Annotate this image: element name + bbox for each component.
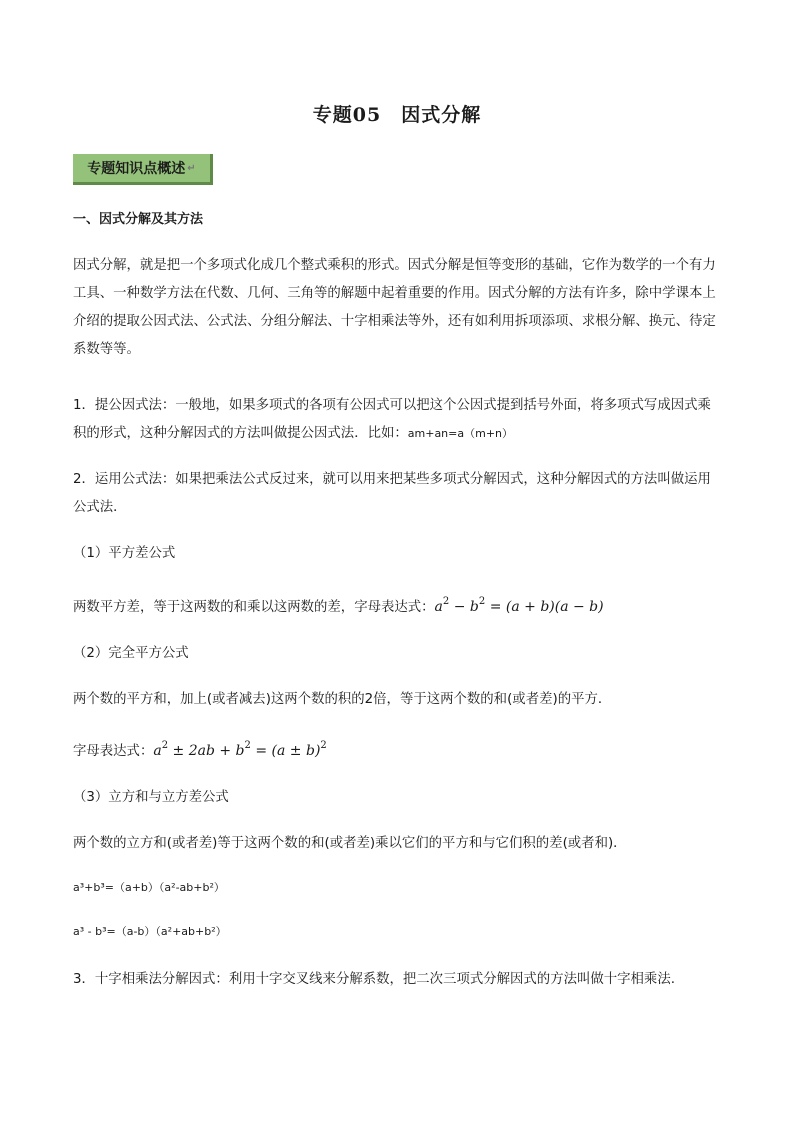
badge-label: 专题知识点概述 <box>87 161 186 177</box>
perfect-square-label: 字母表达式： <box>73 744 154 759</box>
method-2-paragraph: 2．运用公式法：如果把乘法公式反过来，就可以用来把某些多项式分解因式，这种分解因式的方法叫做运用公式法． <box>73 472 711 515</box>
difference-of-squares-formula: $a^2 - b^2 = (a + b)(a - b)$ <box>434 596 604 615</box>
page-title: 专题05 因式分解 <box>312 104 482 126</box>
intro-paragraph: 因式分解，就是把一个多项式化成几个整式乘积的形式。因式分解是恒等变形的基础，它作为数学的一个有力工具、一种数学方法在代数、几何、三角等的解题中起着重要的作用。因式分解的方法有许多，除中学课本上介绍的提取公因式法、公式法、分组分解法、十字相乘法等外，还有如利用拆项添项、求根分解、换元、待定系数等等。 <box>73 258 716 357</box>
difference-of-squares-paragraph <box>73 588 723 622</box>
subheading-perfect-square: （2）完全平方公式 <box>73 646 189 661</box>
method-1-example: am+an=a（m+n） <box>407 427 514 440</box>
difference-of-squares-text: 两数平方差，等于这两数的和乘以这两数的差，字母表达式： <box>73 600 435 615</box>
method-1-paragraph <box>73 392 723 448</box>
cube-difference-formula: a³ - b³=（a-b）（a²+ab+b²） <box>73 925 227 938</box>
method-1-text: 1．提公因式法：一般地，如果多项式的各项有公因式可以把这个公因式提到括号外面，将多项式写成因式乘积的形式，这种分解因式的方法叫做提公因式法．比如： <box>73 398 711 441</box>
subheading-difference-of-squares: （1）平方差公式 <box>73 546 176 561</box>
perfect-square-formula-line <box>73 732 723 766</box>
perfect-square-formula: $a^2 \pm 2ab + b^2 = (a \pm b)^2$ <box>153 740 327 759</box>
return-mark-icon: ↵ <box>187 162 196 174</box>
section-heading: 一、因式分解及其方法 <box>73 212 204 227</box>
cubes-paragraph: 两个数的立方和(或者差)等于这两个数的和(或者差)乘以它们的平方和与它们积的差(或者和)． <box>73 836 627 851</box>
subheading-cubes: （3）立方和与立方差公式 <box>73 790 229 805</box>
method-3-paragraph: 3．十字相乘法分解因式：利用十字交叉线来分解系数，把二次三项式分解因式的方法叫做十字相乘法. <box>73 972 675 987</box>
perfect-square-paragraph: 两个数的平方和，加上(或者减去)这两个数的积的2倍，等于这两个数的和(或者差)的平方． <box>73 692 612 707</box>
cube-sum-formula: a³+b³=（a+b）（a²-ab+b²） <box>73 881 225 894</box>
section-badge <box>73 154 213 185</box>
